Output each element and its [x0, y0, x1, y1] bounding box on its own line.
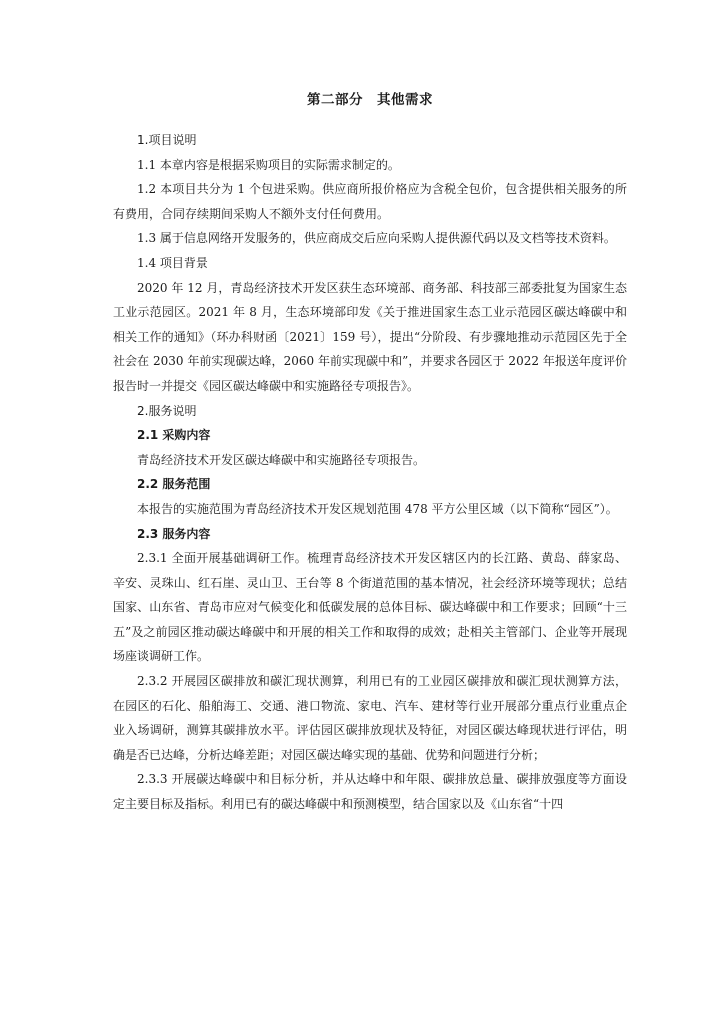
heading-project-description: 1.项目说明 [137, 133, 197, 147]
paragraph-1-3: 1.3 属于信息网络开发服务的，供应商成交后应向采购人提供源代码以及文档等技术资料。 [137, 231, 616, 246]
paragraph-2-3-1: 2.3.1 全面开展基础调研工作。梳理青岛经济技术开发区辖区内的长江路、黄岛、薛家岛、辛安、灵珠山、红石崖、灵山卫、王台等 8 个街道范围的基本情况，社会经济环境等现状；总结国家、山东省、青岛市应对气候变化和低碳发展的总体目标、碳达峰碳中和工作要求；回顾“十三五”及之前园区推动碳达峰碳中和开展的相关工作和取得的成效；赴相关主管部门、企业等开展现场座谈调研工作。 [113, 551, 627, 664]
heading-service-content: 2.3 服务内容 [137, 526, 211, 541]
heading-procurement-content: 2.1 采购内容 [137, 428, 211, 443]
page-title: 第二部分 其他需求 [307, 92, 433, 108]
paragraph-1-2: 1.2 本项目共分为 1 个包进采购。供应商所报价格应为含税全包价，包含提供相关服务的所有费用，合同存续期间采购人不额外支付任何费用。 [113, 182, 627, 221]
paragraph-2-3-3: 2.3.3 开展碳达峰碳中和目标分析，并从达峰中和年限、碳排放总量、碳排放强度等方面设定主要目标及指标。利用已有的碳达峰碳中和预测模型，结合国家以及《山东省“十四 [113, 772, 627, 812]
document-page [113, 0, 627, 1024]
paragraph-background: 2020 年 12 月，青岛经济技术开发区获生态环境部、商务部、科技部三部委批复为国家生态工业示范园区。2021 年 8 月，生态环境部印发《关于推进国家生态工业示范园区碳达峰碳中和相关工作的通知》（环办科财函〔2021〕159 号），提出“分阶段、有步骤地推动示范园区先于全社会在 2030 年前实现碳达峰，2060 年前实现碳中和”，并要求各园区于 2022 年报送年度评价报告时一并提交《园区碳达峰碳中和实施路径专项报告》。 [113, 280, 627, 393]
heading-service-scope: 2.2 服务范围 [137, 477, 211, 492]
heading-service-description: 2.服务说明 [137, 403, 197, 418]
paragraph-1-1: 1.1 本章内容是根据采购项目的实际需求制定的。 [137, 157, 400, 172]
heading-project-background: 1.4 项目背景 [137, 255, 208, 270]
paragraph-2-3-2: 2.3.2 开展园区碳排放和碳汇现状测算，利用已有的工业园区碳排放和碳汇现状测算方法，在园区的石化、船舶海工、交通、港口物流、家电、汽车、建材等行业开展部分重点行业重点企业入场调研，测算其碳排放水平。评估园区碳排放现状及特征，对园区碳达峰现状进行评估，明确是否已达峰，分析达峰差距；对园区碳达峰实现的基础、优势和问题进行分析； [113, 674, 627, 762]
paragraph-service-scope: 本报告的实施范围为青岛经济技术开发区规划范围 478 平方公里区域（以下简称“园区”）。 [137, 501, 618, 516]
document-body [113, 128, 627, 817]
paragraph-procurement-content: 青岛经济技术开发区碳达峰碳中和实施路径专项报告。 [137, 452, 426, 467]
